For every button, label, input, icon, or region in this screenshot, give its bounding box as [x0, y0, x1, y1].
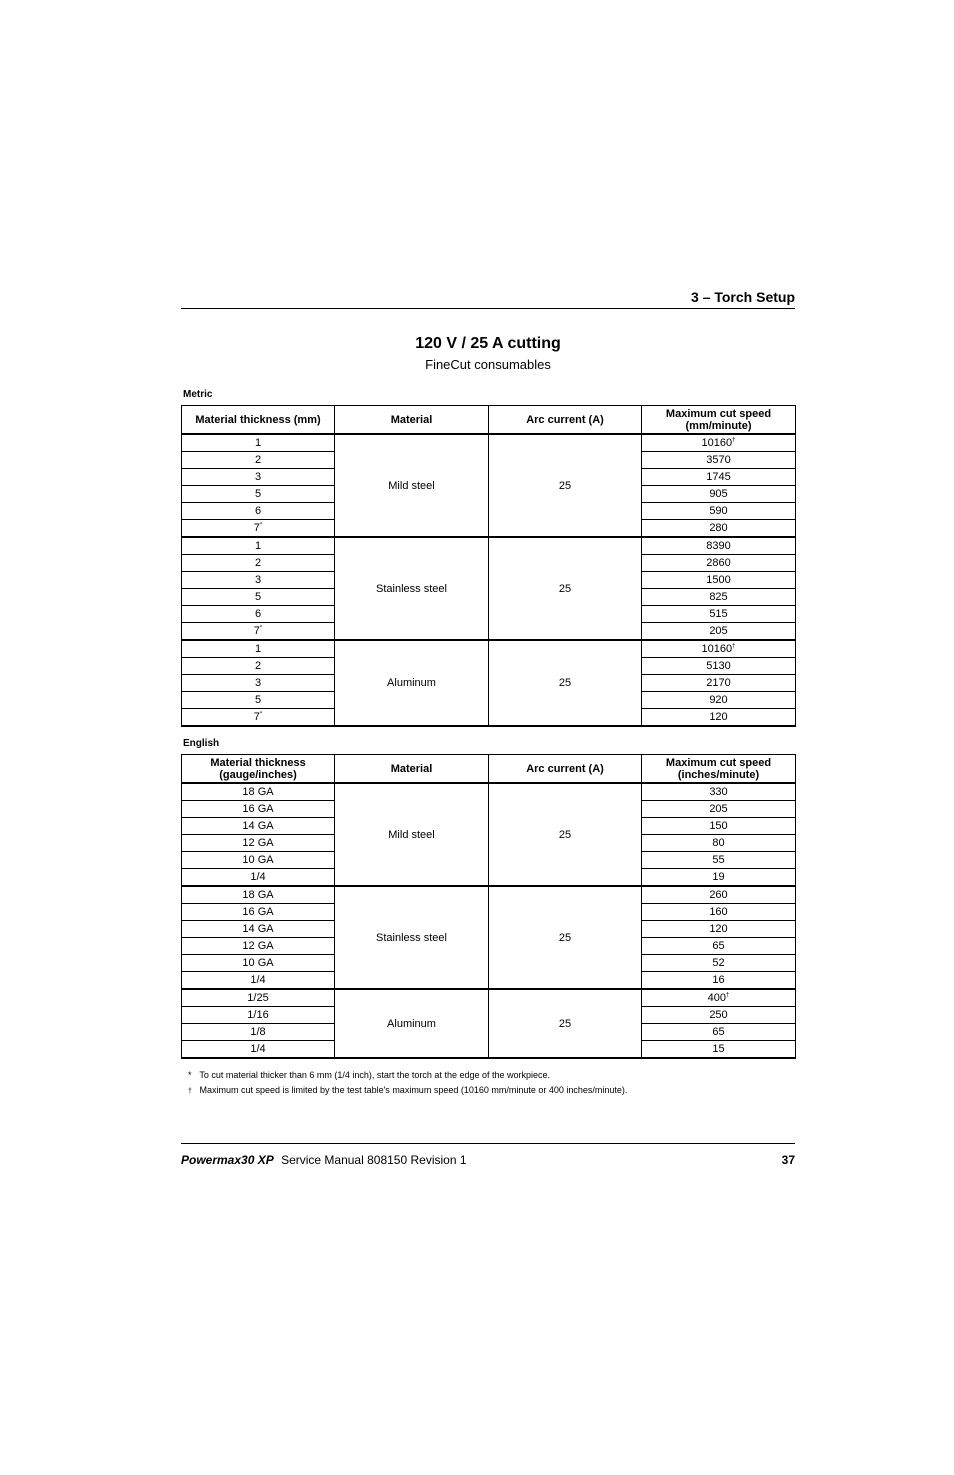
thickness-cell: 18 GA	[182, 783, 335, 801]
max-cut-speed-cell: 250	[642, 1007, 796, 1024]
arc-current-cell: 25	[489, 640, 642, 726]
header-text: Material thickness (mm)	[195, 413, 321, 426]
footnote-text: To cut material thicker than 6 mm (1/4 inch), start the torch at the edge of the workpiece.	[199, 1070, 551, 1080]
max-cut-speed-cell: 515	[642, 606, 796, 623]
arc-current-cell: 25	[489, 989, 642, 1058]
max-cut-speed-cell: 120	[642, 709, 796, 727]
max-cut-speed-cell: 280	[642, 520, 796, 538]
max-cut-speed-cell: 65	[642, 1024, 796, 1041]
max-cut-speed-cell: 160	[642, 904, 796, 921]
header-text: Material	[390, 762, 433, 775]
thickness-cell: 7*	[182, 520, 335, 538]
material-cell: Aluminum	[335, 989, 489, 1058]
max-cut-speed-cell: 205	[642, 623, 796, 641]
header-material	[335, 406, 489, 435]
footnote-symbol: *	[188, 1070, 192, 1080]
arc-current-cell: 25	[489, 537, 642, 640]
header-text: (inches/minute)	[677, 768, 760, 781]
footer-manual-info	[181, 1153, 467, 1167]
thickness-cell: 5	[182, 692, 335, 709]
header-arc-current	[489, 755, 642, 784]
thickness-cell: 1/4	[182, 869, 335, 887]
thickness-cell: 2	[182, 452, 335, 469]
max-cut-speed-cell: 2170	[642, 675, 796, 692]
footnote-marker: †	[726, 992, 730, 999]
arc-current-cell: 25	[489, 783, 642, 886]
footnote-text: Maximum cut speed is limited by the test table's maximum speed (10160 mm/minute or 400 inches/minute).	[199, 1085, 628, 1095]
page-number: 37	[781, 1153, 795, 1167]
thickness-cell: 16 GA	[182, 801, 335, 818]
header-text: (mm/minute)	[685, 419, 752, 432]
thickness-cell: 1	[182, 640, 335, 658]
material-cell: Stainless steel	[335, 886, 489, 989]
max-cut-speed-cell: 825	[642, 589, 796, 606]
thickness-cell: 16 GA	[182, 904, 335, 921]
thickness-cell: 1	[182, 434, 335, 452]
header-text: Maximum cut speed	[665, 407, 772, 420]
metric-cut-speed-table	[181, 405, 796, 727]
thickness-cell: 12 GA	[182, 938, 335, 955]
header-text: Material thickness	[210, 756, 306, 769]
thickness-cell: 2	[182, 658, 335, 675]
thickness-cell: 1/25	[182, 989, 335, 1007]
thickness-cell: 1/4	[182, 972, 335, 990]
max-cut-speed-cell: 8390	[642, 537, 796, 555]
thickness-cell: 7*	[182, 709, 335, 727]
max-cut-speed-cell: 260	[642, 886, 796, 904]
thickness-cell: 6	[182, 503, 335, 520]
arc-current-cell: 25	[489, 886, 642, 989]
max-cut-speed-cell: 5130	[642, 658, 796, 675]
english-cut-speed-table	[181, 754, 796, 1059]
thickness-cell: 5	[182, 589, 335, 606]
max-cut-speed-cell: 150	[642, 818, 796, 835]
max-cut-speed-cell: 52	[642, 955, 796, 972]
max-cut-speed-cell: 10160†	[642, 640, 796, 658]
max-cut-speed-cell: 1745	[642, 469, 796, 486]
thickness-cell: 6	[182, 606, 335, 623]
thickness-cell: 18 GA	[182, 886, 335, 904]
footnote-marker: *	[259, 522, 263, 529]
thickness-cell: 14 GA	[182, 921, 335, 938]
table-row	[182, 886, 796, 904]
header-text: Maximum cut speed	[665, 756, 772, 769]
footnote-asterisk	[188, 1070, 550, 1081]
header-arc-current	[489, 406, 642, 435]
header-thickness	[182, 755, 335, 784]
thickness-cell: 1/16	[182, 1007, 335, 1024]
max-cut-speed-cell: 15	[642, 1041, 796, 1059]
footnote-marker: *	[259, 625, 263, 632]
max-cut-speed-cell: 2860	[642, 555, 796, 572]
header-max-cut-speed	[642, 755, 796, 784]
thickness-cell: 10 GA	[182, 852, 335, 869]
max-cut-speed-cell: 55	[642, 852, 796, 869]
max-cut-speed-cell: 330	[642, 783, 796, 801]
header-text: Arc current (A)	[526, 413, 604, 426]
material-cell: Aluminum	[335, 640, 489, 726]
max-cut-speed-cell: 1500	[642, 572, 796, 589]
chapter-header	[181, 289, 795, 309]
thickness-cell: 12 GA	[182, 835, 335, 852]
max-cut-speed-cell: 16	[642, 972, 796, 990]
header-text: Arc current (A)	[526, 762, 604, 775]
max-cut-speed-cell: 205	[642, 801, 796, 818]
page-footer	[181, 1143, 795, 1167]
section-title: 120 V / 25 A cutting	[415, 335, 561, 352]
table-row	[182, 537, 796, 555]
max-cut-speed-cell: 905	[642, 486, 796, 503]
footer-product-name: Powermax30 XP	[181, 1153, 274, 1167]
thickness-cell: 3	[182, 469, 335, 486]
thickness-cell: 1/8	[182, 1024, 335, 1041]
thickness-cell: 14 GA	[182, 818, 335, 835]
thickness-cell: 3	[182, 572, 335, 589]
material-cell: Mild steel	[335, 434, 489, 537]
thickness-cell: 1/4	[182, 1041, 335, 1059]
table-row	[182, 434, 796, 452]
thickness-cell: 5	[182, 486, 335, 503]
table-row	[182, 640, 796, 658]
section-subtitle: FineCut consumables	[425, 357, 551, 372]
header-text: Material	[390, 413, 433, 426]
max-cut-speed-cell: 920	[642, 692, 796, 709]
thickness-cell: 1	[182, 537, 335, 555]
max-cut-speed-cell: 80	[642, 835, 796, 852]
chapter-title: 3 – Torch Setup	[691, 289, 795, 305]
footnote-marker: †	[732, 643, 736, 650]
header-thickness	[182, 406, 335, 435]
max-cut-speed-cell: 590	[642, 503, 796, 520]
table-row	[182, 989, 796, 1007]
max-cut-speed-cell: 65	[642, 938, 796, 955]
footnote-marker: *	[259, 711, 263, 718]
metric-table-caption: Metric	[183, 389, 213, 400]
thickness-cell: 10 GA	[182, 955, 335, 972]
header-material	[335, 755, 489, 784]
max-cut-speed-cell: 120	[642, 921, 796, 938]
header-text: (gauge/inches)	[219, 768, 297, 781]
material-cell: Mild steel	[335, 783, 489, 886]
footnote-symbol: †	[188, 1088, 192, 1095]
footer-manual-number: Service Manual 808150 Revision 1	[281, 1153, 467, 1167]
thickness-cell: 7*	[182, 623, 335, 641]
max-cut-speed-cell: 3570	[642, 452, 796, 469]
english-table-caption: English	[183, 738, 220, 749]
max-cut-speed-cell: 10160†	[642, 434, 796, 452]
thickness-cell: 3	[182, 675, 335, 692]
footnote-marker: †	[732, 437, 736, 444]
header-max-cut-speed	[642, 406, 796, 435]
max-cut-speed-cell: 19	[642, 869, 796, 887]
footnote-dagger	[188, 1085, 627, 1097]
arc-current-cell: 25	[489, 434, 642, 537]
table-row	[182, 783, 796, 801]
thickness-cell: 2	[182, 555, 335, 572]
max-cut-speed-cell: 400†	[642, 989, 796, 1007]
material-cell: Stainless steel	[335, 537, 489, 640]
